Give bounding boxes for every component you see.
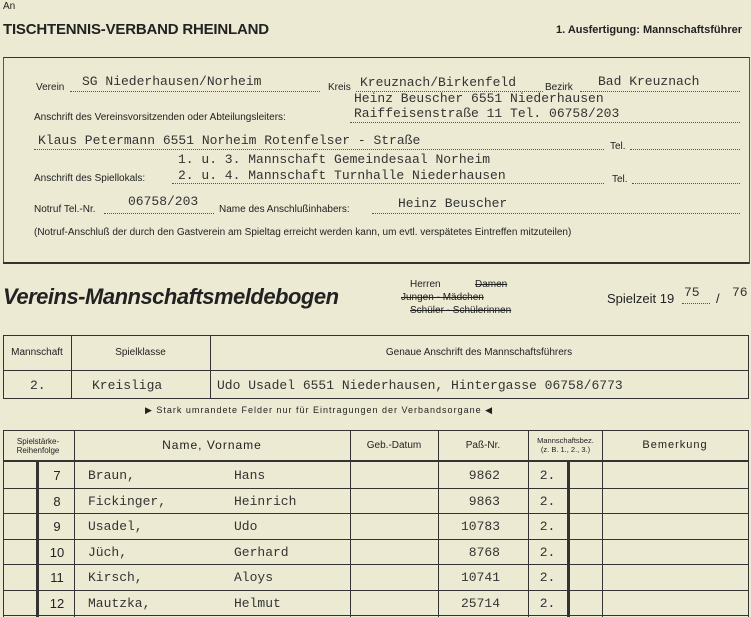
row-pass: 8768 bbox=[468, 544, 500, 560]
header-bemerkung: Bemerkung bbox=[642, 439, 708, 451]
row-name: Jüch, bbox=[88, 544, 128, 560]
verband-name: TISCHTENNIS-VERBAND RHEINLAND bbox=[3, 21, 269, 38]
lokal-tel-line bbox=[632, 183, 740, 184]
club-box-bottom bbox=[3, 262, 749, 264]
header-anschrift: Genaue Anschrift des Mannschaftsführers bbox=[385, 347, 573, 358]
verband-banner: ▶ Stark umrandete Felder nur für Eintragungen der Verbandsorgane ◀ bbox=[145, 405, 494, 415]
row-mannschaftsbez: 2. bbox=[539, 595, 556, 611]
row-nr: 10 bbox=[49, 544, 65, 560]
row-nr: 11 bbox=[50, 569, 64, 585]
leiter-tel-label: Tel. bbox=[610, 141, 626, 152]
leiter-value: Klaus Petermann 6551 Norheim Rotenfelser - Straße bbox=[38, 133, 421, 148]
notruf-note: (Notruf-Anschluß der durch den Gastverein am Spieltag erreicht werden kann, um evtl. verspätetes Eintreffen mitzuteilen) bbox=[34, 227, 572, 238]
category-herren: Herren bbox=[410, 279, 441, 290]
header-name: Name, Vorname bbox=[162, 438, 262, 452]
row-name: Kirsch, bbox=[88, 569, 143, 585]
header-reihenfolge: Spielstärke- Reihenfolge bbox=[16, 437, 60, 455]
bezirk-line bbox=[580, 91, 740, 92]
row-mannschaftsbez: 2. bbox=[539, 569, 556, 585]
row-vorname: Helmut bbox=[234, 595, 281, 611]
spielzeit-slash: / bbox=[716, 291, 720, 306]
row-vorname: Hans bbox=[234, 467, 266, 483]
spielzeit-year2: 76 bbox=[732, 285, 748, 300]
leiter-line bbox=[34, 149, 604, 150]
row-name: Usadel, bbox=[88, 518, 143, 534]
row-pass: 9863 bbox=[468, 493, 500, 509]
row-mannschaftsbez: 2. bbox=[539, 544, 556, 560]
notruf-value: 06758/203 bbox=[128, 194, 199, 209]
spielzeit-label: Spielzeit 19 bbox=[607, 291, 675, 306]
header-mannschaftsbez: Mannschaftsbez. (z. B. 1., 2., 3.) bbox=[537, 436, 594, 454]
category-damen: Damen bbox=[475, 279, 508, 290]
row-vorname: Gerhard bbox=[234, 544, 289, 560]
kreis-label: Kreis bbox=[328, 82, 351, 93]
spiellokal-label: Anschrift des Spiellokals: bbox=[34, 173, 146, 184]
category-schueler: Schüler - Schülerinnen bbox=[410, 305, 512, 316]
kreis-value: Kreuznach/Birkenfeld bbox=[360, 75, 517, 90]
leiter-tel-line bbox=[630, 149, 740, 150]
team-mannschaft: 2. bbox=[30, 378, 46, 393]
header-pass: Paß-Nr. bbox=[465, 439, 501, 451]
row-mannschaftsbez: 2. bbox=[539, 493, 556, 509]
lokal-line bbox=[172, 183, 604, 184]
year1-line bbox=[682, 303, 710, 304]
banner-text: Stark umrandete Felder nur für Eintragungen der Verbandsorgane bbox=[156, 405, 482, 415]
header-spielklasse: Spielklasse bbox=[115, 347, 166, 358]
inhaber-label: Name des Anschlußinhabers: bbox=[219, 204, 350, 215]
vorsitz-line2: Raiffeisenstraße 11 Tel. 06758/203 bbox=[354, 106, 620, 121]
row-nr: 8 bbox=[53, 493, 61, 509]
row-pass: 9862 bbox=[468, 467, 500, 483]
row-nr: 7 bbox=[53, 467, 61, 483]
row-name: Fickinger, bbox=[88, 493, 167, 509]
vorsitz-line bbox=[350, 122, 740, 123]
verein-line bbox=[70, 91, 320, 92]
row-mannschaftsbez: 2. bbox=[539, 467, 556, 483]
row-pass: 10783 bbox=[460, 518, 500, 534]
bezirk-label: Bezirk bbox=[545, 82, 573, 93]
notruf-line bbox=[104, 213, 214, 214]
notruf-label: Notruf Tel.-Nr. bbox=[34, 204, 96, 215]
inhaber-value: Heinz Beuscher bbox=[398, 196, 508, 211]
row-nr: 9 bbox=[53, 518, 61, 534]
team-anschrift: Udo Usadel 6551 Niederhausen, Hintergasse 06758/6773 bbox=[217, 378, 623, 393]
row-pass: 25714 bbox=[460, 595, 500, 611]
row-name: Mautzka, bbox=[88, 595, 151, 611]
row-mannschaftsbez: 2. bbox=[539, 518, 556, 534]
row-vorname: Heinrich bbox=[234, 493, 297, 509]
inhaber-line bbox=[372, 213, 740, 214]
row-nr: 12 bbox=[49, 595, 65, 611]
spielzeit-year1: 75 bbox=[684, 285, 700, 300]
row-pass: 10741 bbox=[460, 569, 500, 585]
verein-value: SG Niederhausen/Norheim bbox=[82, 74, 262, 89]
lokal-line1: 1. u. 3. Mannschaft Gemeindesaal Norheim bbox=[178, 152, 491, 167]
row-name: Braun, bbox=[88, 467, 135, 483]
vorsitz-line1: Heinz Beuscher 6551 Niederhausen bbox=[354, 91, 604, 106]
bezirk-value: Bad Kreuznach bbox=[598, 74, 700, 89]
verein-label: Verein bbox=[36, 82, 65, 93]
to-label: An bbox=[3, 1, 16, 12]
lokal-tel-label: Tel. bbox=[612, 174, 628, 185]
category-jungen: Jungen - Mädchen bbox=[401, 292, 484, 303]
lokal-line2: 2. u. 4. Mannschaft Turnhalle Niederhausen bbox=[178, 168, 506, 183]
header-mannschaft: Mannschaft bbox=[11, 347, 63, 358]
header-geb: Geb.-Datum bbox=[366, 439, 422, 451]
row-vorname: Udo bbox=[234, 518, 258, 534]
ausfertigung-label: 1. Ausfertigung: Mannschaftsführer bbox=[556, 24, 742, 36]
team-spielklasse: Kreisliga bbox=[92, 378, 163, 393]
form-title: Vereins-Mannschaftsmeldebogen bbox=[3, 284, 339, 309]
anschrift-label: Anschrift des Vereinsvorsitzenden oder Abteilungsleiters: bbox=[34, 112, 286, 123]
row-vorname: Aloys bbox=[234, 569, 274, 585]
